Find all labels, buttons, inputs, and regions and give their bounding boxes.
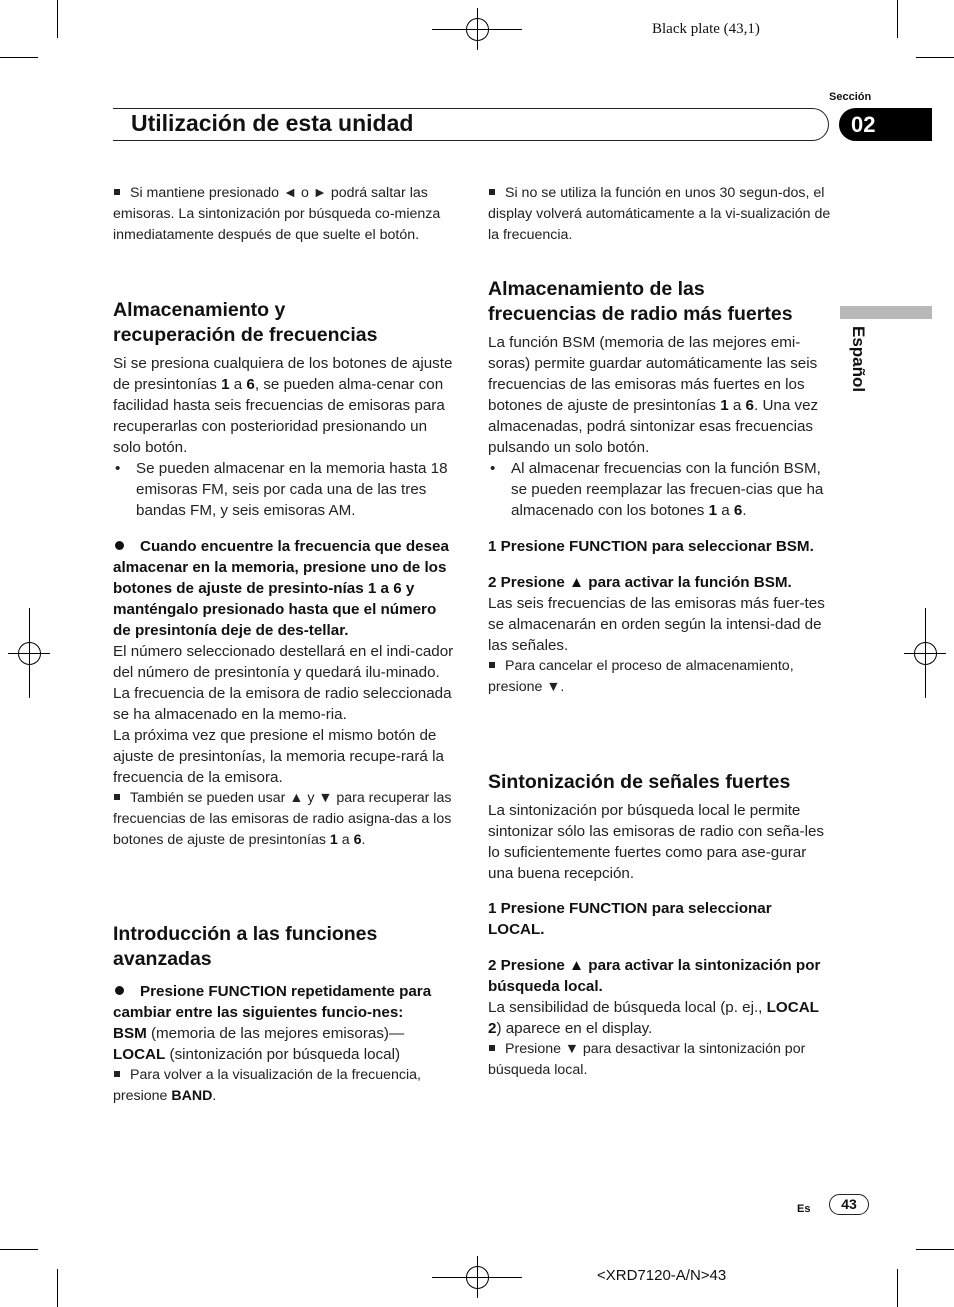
- step-instruction: 1 Presione FUNCTION para seleccionar BSM.: [488, 538, 814, 555]
- section-label: Sección: [829, 91, 872, 103]
- crop-mark: [57, 1269, 58, 1307]
- note: Para volver a la visualización de la frecuencia, presione BAND.: [113, 1067, 421, 1104]
- step-instruction: 1 Presione FUNCTION para seleccionar LOCAL.: [488, 900, 772, 938]
- step-instruction: Presione FUNCTION repetidamente para cambiar entre las siguientes funcio-nes:: [113, 983, 432, 1021]
- right-section-bsm: [488, 277, 831, 698]
- right-section-local: [488, 770, 831, 1081]
- crop-mark: [897, 0, 898, 38]
- plate-label: Black plate (43,1): [652, 21, 760, 37]
- crop-mark: [916, 1249, 954, 1250]
- note: Para cancelar el proceso de almacenamiento, presione ▼.: [488, 658, 794, 695]
- square-bullet-icon: [114, 189, 120, 195]
- crop-mark: [0, 1249, 38, 1250]
- right-column: [488, 183, 831, 246]
- square-bullet-icon: [489, 662, 495, 668]
- note: Si mantiene presionado ◄ o ► podrá saltar las emisoras. La sintonización por búsqueda co-mienza inmediatamente después de que suelte el botón.: [113, 185, 441, 243]
- footer-language: Es: [797, 1203, 811, 1215]
- bullet-dot-icon: [115, 986, 124, 995]
- left-section-storage: [113, 298, 458, 851]
- paragraph: La próxima vez que presione el mismo botón de ajuste de presintonías, la memoria recupe-rará la frecuencia de la emisora.: [113, 727, 444, 786]
- crop-mark: [897, 1269, 898, 1307]
- document-code: <XRD7120-A/N>43: [597, 1267, 727, 1284]
- paragraph: Las seis frecuencias de las emisoras más fuer-tes se almacenarán en orden según la intensi-dad de las señales.: [488, 595, 825, 654]
- crop-mark: [57, 0, 58, 38]
- step-instruction: 2 Presione ▲ para activar la sintonización por búsqueda local.: [488, 957, 821, 995]
- square-bullet-icon: [489, 1045, 495, 1051]
- section-heading: Almacenamiento y recuperación de frecuencias: [113, 299, 378, 346]
- section-heading: Almacenamiento de las frecuencias de radio más fuertes: [488, 278, 793, 325]
- square-bullet-icon: [114, 1071, 120, 1077]
- square-bullet-icon: [114, 794, 120, 800]
- paragraph: La sintonización por búsqueda local le permite sintonizar sólo las emisoras de radio con seña-les lo suficientemente fuertes como para ase-gurar una buena recepción.: [488, 802, 824, 882]
- paragraph: El número seleccionado destellará en el indi-cador del número de presintonía y quedará ilu-minado. La frecuencia de la emisora de radio seleccionada se ha almacenado en la memo-ria.: [113, 643, 454, 723]
- function-list-line: LOCAL (sintonización por búsqueda local): [113, 1046, 401, 1063]
- function-list-line: BSM (memoria de las mejores emisoras)—: [113, 1025, 405, 1042]
- left-section-advanced: [113, 922, 458, 1107]
- page-number: 43: [829, 1194, 869, 1215]
- registration-mark: [466, 18, 489, 41]
- square-bullet-icon: [489, 189, 495, 195]
- list-item: • Al almacenar frecuencias con la función BSM, se pueden reemplazar las frecuen-cias que ha almacenado con los botones 1 a 6.: [488, 458, 831, 521]
- registration-mark: [466, 1266, 489, 1289]
- note: Si no se utiliza la función en unos 30 segun-dos, el display volverá automáticamente a la vi-sualización de la frecuencia.: [488, 185, 831, 243]
- note: Presione ▼ para desactivar la sintonización por búsqueda local.: [488, 1041, 806, 1078]
- language-tab: [840, 306, 932, 319]
- paragraph: La sensibilidad de búsqueda local (p. ej., LOCAL 2) aparece en el display.: [488, 999, 819, 1037]
- crop-mark: [916, 57, 954, 58]
- bullet-dot-icon: [115, 541, 124, 550]
- paragraph: La función BSM (memoria de las mejores emi-soras) permite guardar automáticamente las seis frecuencias de las emisoras más fuertes en los botones de ajuste de presintonías 1 a 6. Una vez almacenadas, podrá sintonizar esas frecuencias pulsando un solo botón.: [488, 334, 819, 456]
- paragraph: Si se presiona cualquiera de los botones de ajuste de presintonías 1 a 6, se pueden alma-cenar con facilidad hasta seis frecuencias de emisoras para recuperarlas con posterioridad presionando un solo botón.: [113, 355, 453, 456]
- section-heading: Introducción a las funciones avanzadas: [113, 923, 378, 970]
- list-item: • Se pueden almacenar en la memoria hasta 18 emisoras FM, seis por cada una de las tres bandas FM, y seis emisoras AM.: [113, 458, 458, 521]
- step-instruction: Cuando encuentre la frecuencia que desea almacenar en la memoria, presione uno de los botones de ajuste de presinto-nías 1 a 6 y manténgalo presionado hasta que el número de presintonía deje de des-tellar.: [113, 538, 449, 639]
- section-number-badge: 02: [839, 108, 932, 141]
- section-heading: Sintonización de señales fuertes: [488, 771, 791, 793]
- note: También se pueden usar ▲ y ▼ para recuperar las frecuencias de las emisoras de radio asigna-das a los botones de ajuste de presintonías 1 a 6.: [113, 790, 452, 848]
- crop-mark: [0, 57, 38, 58]
- registration-mark: [914, 642, 937, 665]
- language-label: Español: [849, 326, 868, 393]
- registration-mark: [18, 642, 41, 665]
- page-title: Utilización de esta unidad: [131, 110, 414, 136]
- step-instruction: 2 Presione ▲ para activar la función BSM.: [488, 574, 792, 591]
- left-column: [113, 183, 458, 246]
